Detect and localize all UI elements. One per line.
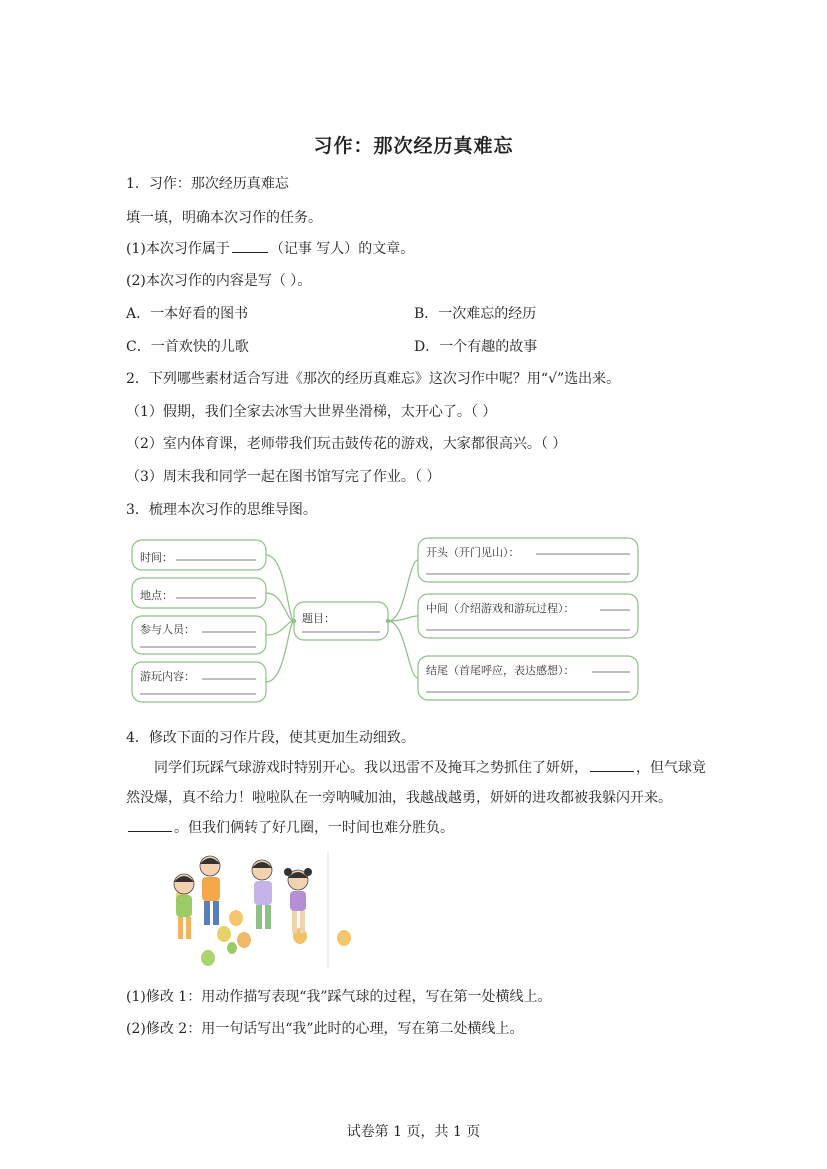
q2-item-1: （1）假期，我们全家去冰雪大世界坐滑梯，太开心了。（ ） xyxy=(126,404,497,420)
option-a[interactable]: A．一本好看的图书 xyxy=(126,306,249,322)
option-c[interactable]: C．一首欢快的儿歌 xyxy=(126,339,249,355)
q4-sub1: (1)修改 1：用动作描写表现“我”踩气球的过程，写在第一处横线上。 xyxy=(126,989,552,1005)
q4-heading: 4．修改下面的习作片段，使其更加生动细致。 xyxy=(126,730,415,746)
answer-blank-2[interactable] xyxy=(128,818,172,832)
q4-passage-part2: ，但气球竟然没爆，真不给力！啦啦队在一旁呐喊加油，我越战越勇，妍妍的进攻都被我躲闪开来。 xyxy=(126,760,706,806)
q1-instruction: 填一填，明确本次习作的任务。 xyxy=(126,210,322,226)
q3-heading: 3．梳理本次习作的思维导图。 xyxy=(126,502,317,518)
page-footer: 试卷第 1 页，共 1 页 xyxy=(346,1124,481,1140)
answer-blank[interactable] xyxy=(232,239,268,253)
q4-passage-part1: 同学们玩踩气球游戏时特别开心。我以迅雷不及掩耳之势抓住了妍妍， xyxy=(154,760,588,776)
q2-item-3: （3）周末我和同学一起在图书馆写完了作业。（ ） xyxy=(126,469,441,485)
option-d[interactable]: D．一个有趣的故事 xyxy=(414,339,538,355)
q4-sub2: (2)修改 2：用一句话写出“我”此时的心理，写在第二处横线上。 xyxy=(126,1021,524,1037)
mindmap-middle: 中间（介绍游戏和游玩过程）： xyxy=(426,602,575,615)
q1-heading: 1．习作：那次经历真难忘 xyxy=(126,176,289,192)
mindmap-place: 地点： xyxy=(140,589,173,602)
mindmap-ending: 结尾（首尾呼应，表达感想）： xyxy=(426,664,575,677)
mindmap-opening: 开头（开门见山）： xyxy=(426,546,520,559)
mindmap-participants: 参与人员： xyxy=(140,623,195,636)
q1-sub1-after: （记事 写人）的文章。 xyxy=(269,241,415,257)
mindmap-lines xyxy=(126,530,646,708)
children-game-illustration xyxy=(162,848,362,970)
q2-heading: 2．下列哪些素材适合写进《那次的经历真难忘》这次习作中呢？用“√”选出来。 xyxy=(126,371,621,387)
page-title: 习作：那次经历真难忘 xyxy=(313,135,514,157)
q2-item-2: （2）室内体育课，老师带我们玩击鼓传花的游戏，大家都很高兴。（ ） xyxy=(126,436,567,452)
q1-sub1-before: (1)本次习作属于 xyxy=(126,241,230,257)
q1-sub1 xyxy=(126,238,414,258)
mindmap-topic: 题目： xyxy=(302,612,335,625)
answer-blank-1[interactable] xyxy=(590,758,634,772)
q4-passage-part3: 。但我们俩转了好几圈，一时间也难分胜负。 xyxy=(174,820,454,836)
option-b[interactable]: B．一次难忘的经历 xyxy=(414,306,537,322)
q4-passage xyxy=(126,753,706,843)
mindmap xyxy=(126,530,646,708)
mindmap-time: 时间： xyxy=(140,551,173,564)
q1-sub2: (2)本次习作的内容是写（ ）。 xyxy=(126,273,312,289)
mindmap-activities: 游玩内容： xyxy=(140,670,195,683)
